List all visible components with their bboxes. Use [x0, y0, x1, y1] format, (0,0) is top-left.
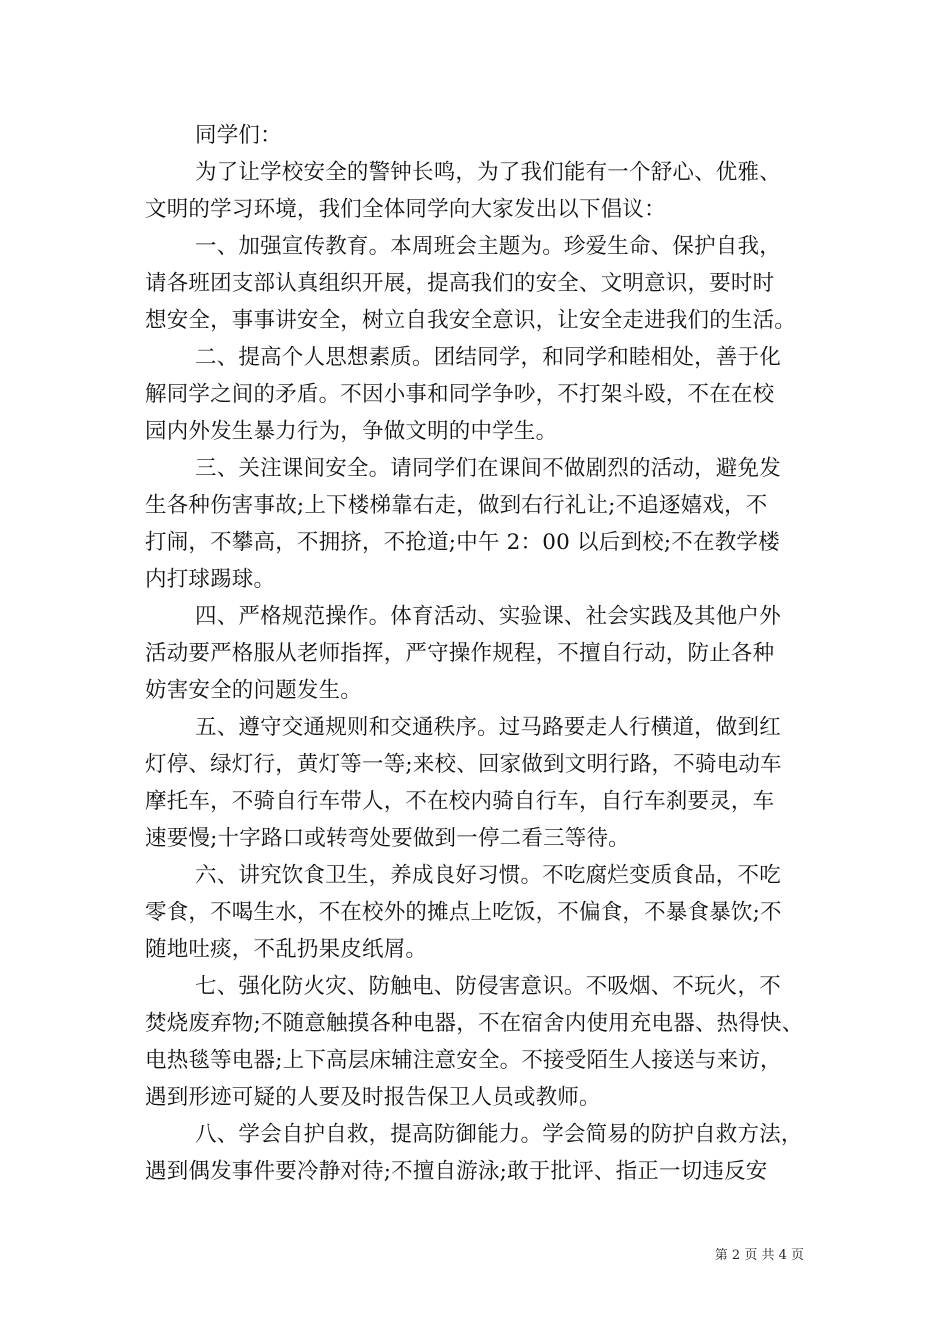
text-line: 活动要严格服从老师指挥，严守操作规程，不擅自行动，防止各种	[145, 641, 775, 666]
text-line: 遇到形迹可疑的人要及时报告保卫人员或教师。	[145, 1085, 601, 1110]
text-line: 园内外发生暴力行为，争做文明的中学生。	[145, 419, 558, 444]
document-body	[145, 117, 815, 1190]
text-line: 随地吐痰，不乱扔果皮纸屑。	[145, 937, 428, 962]
text-line: 文明的学习环境，我们全体同学向大家发出以下倡议：	[145, 197, 666, 222]
text-line: 五、遵守交通规则和交通秩序。过马路要走人行横道，做到红	[195, 715, 781, 740]
text-line: 想安全，事事讲安全，树立自我安全意识，让安全走进我们的生活。	[145, 308, 797, 333]
text-line: 内打球踢球。	[145, 567, 276, 592]
text-line: 打闹，不攀高，不拥挤，不抢道;中午 2：00 以后到校;不在教学楼	[145, 530, 780, 555]
text-line: 同学们：	[195, 123, 282, 148]
text-line: 灯停、绿灯行，黄灯等一等;来校、回家做到文明行路，不骑电动车	[145, 752, 782, 777]
text-line: 为了让学校安全的警钟长鸣，为了我们能有一个舒心、优雅、	[195, 160, 781, 185]
text-line: 遇到偶发事件要冷静对待;不擅自游泳;敢于批评、指正一切违反安	[145, 1159, 768, 1184]
text-line: 解同学之间的矛盾。不因小事和同学争吵，不打架斗殴，不在在校	[145, 382, 775, 407]
text-line: 六、讲究饮食卫生，养成良好习惯。不吃腐烂变质食品，不吃	[195, 863, 781, 888]
text-line: 三、关注课间安全。请同学们在课间不做剧烈的活动，避免发	[195, 456, 781, 481]
text-line: 一、加强宣传教育。本周班会主题为。珍爱生命、保护自我，	[195, 234, 781, 259]
text-line: 妨害安全的问题发生。	[145, 678, 363, 703]
text-line: 八、学会自护自救，提高防御能力。学会简易的防护自救方法，	[195, 1122, 803, 1147]
page-number-footer: 第 2 页 共 4 页	[714, 1248, 804, 1263]
text-line: 零食，不喝生水，不在校外的摊点上吃饭，不偏食，不暴食暴饮;不	[145, 900, 782, 925]
text-line: 二、提高个人思想素质。团结同学，和同学和睦相处，善于化	[195, 345, 781, 370]
text-line: 生各种伤害事故;上下楼梯靠右走，做到右行礼让;不追逐嬉戏，不	[145, 493, 768, 518]
text-line: 电热毯等电器;上下高层床辅注意安全。不接受陌生人接送与来访，	[145, 1048, 782, 1073]
text-line: 摩托车，不骑自行车带人，不在校内骑自行车，自行车刹要灵，车	[145, 789, 775, 814]
text-line: 四、严格规范操作。体育活动、实验课、社会实践及其他户外	[195, 604, 781, 629]
text-line: 七、强化防火灾、防触电、防侵害意识。不吸烟、不玩火，不	[195, 974, 781, 999]
text-line: 焚烧废弃物;不随意触摸各种电器，不在宿舍内使用充电器、热得快、	[145, 1011, 804, 1036]
text-line: 请各班团支部认真组织开展，提高我们的安全、文明意识，要时时	[145, 271, 775, 296]
text-line: 速要慢;十字路口或转弯处要做到一停二看三等待。	[145, 826, 630, 851]
